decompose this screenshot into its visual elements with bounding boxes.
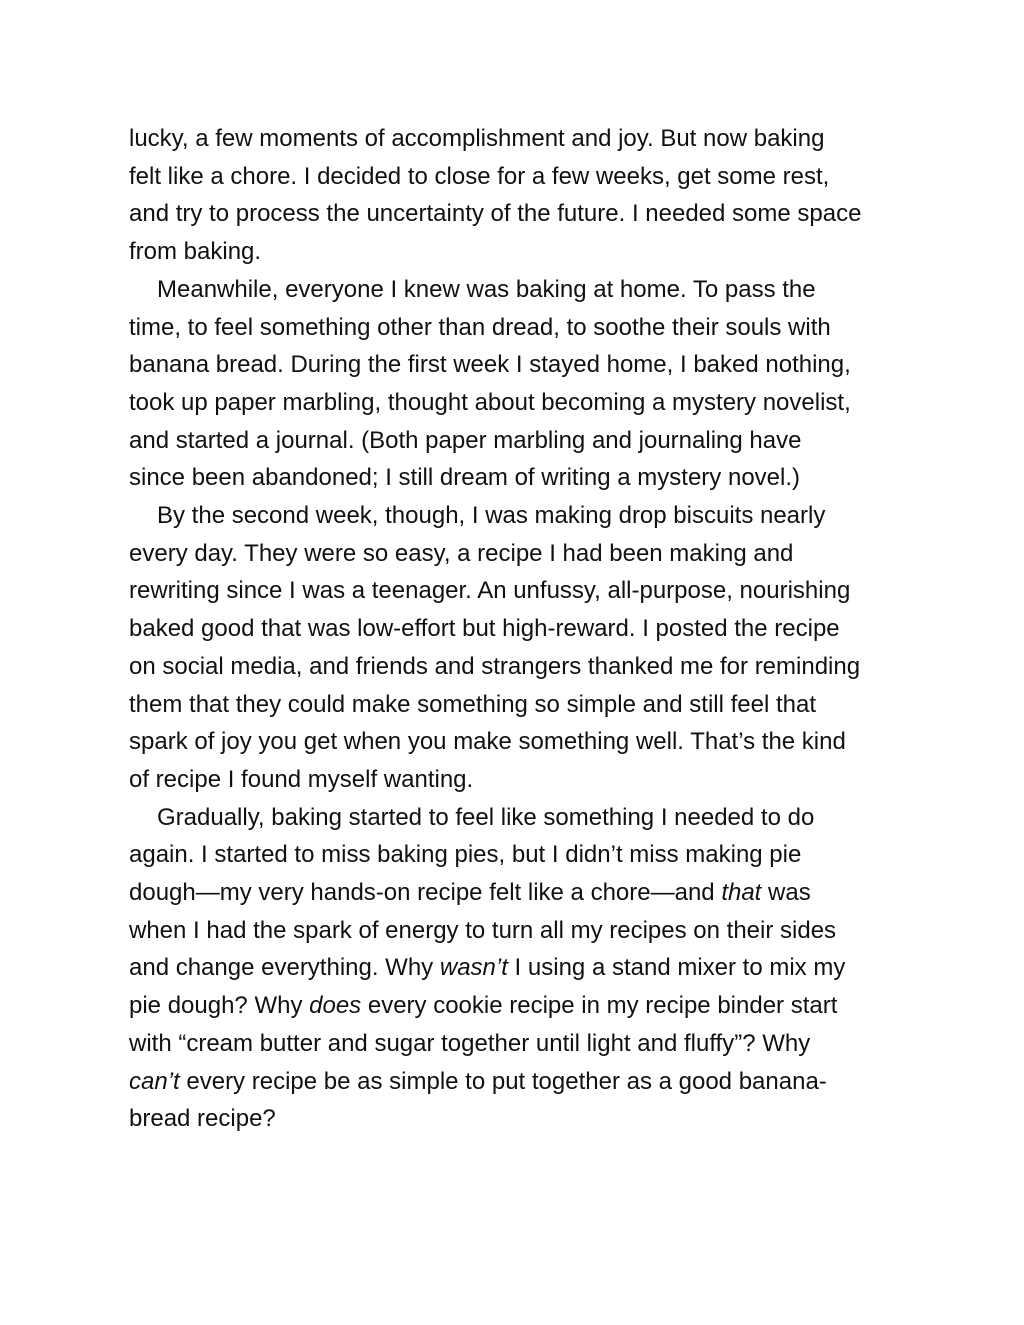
body-text: I using a stand mixer to mix my bbox=[507, 954, 846, 982]
italic-text: wasn’t bbox=[439, 954, 508, 982]
body-text: them that they could make something so simple and still feel that bbox=[129, 690, 817, 718]
text-line bbox=[129, 874, 904, 912]
text-line bbox=[129, 384, 904, 422]
text-line bbox=[129, 648, 904, 686]
body-text: was bbox=[761, 879, 811, 907]
body-text: Meanwhile, everyone I knew was baking at home. To pass the bbox=[157, 275, 816, 303]
text-line bbox=[129, 572, 904, 610]
body-text: took up paper marbling, thought about becoming a mystery novelist, bbox=[129, 388, 851, 416]
text-line bbox=[129, 309, 904, 347]
text-line bbox=[129, 158, 904, 196]
paragraph bbox=[129, 799, 904, 1138]
body-text: and started a journal. (Both paper marbling and journaling have bbox=[129, 426, 802, 454]
text-line bbox=[129, 271, 904, 309]
body-text: every cookie recipe in my recipe binder start bbox=[361, 992, 838, 1020]
text-line bbox=[129, 1063, 904, 1101]
text-line bbox=[129, 1025, 904, 1063]
text-line bbox=[129, 346, 904, 384]
text-line bbox=[129, 949, 904, 987]
italic-text: that bbox=[721, 879, 762, 907]
document-page bbox=[129, 120, 904, 1138]
text-line bbox=[129, 761, 904, 799]
body-text: lucky, a few moments of accomplishment and joy. But now baking bbox=[129, 125, 825, 152]
body-text: banana bread. During the first week I stayed home, I baked nothing, bbox=[129, 351, 851, 379]
body-text: felt like a chore. I decided to close for a few weeks, get some rest, bbox=[129, 162, 830, 190]
italic-text: can’t bbox=[129, 1067, 180, 1095]
body-text: dough—my very hands-on recipe felt like a chore—and bbox=[129, 879, 722, 907]
body-text: with “cream butter and sugar together until light and fluffy”? Why bbox=[129, 1029, 811, 1057]
text-line bbox=[129, 195, 904, 233]
paragraph bbox=[129, 120, 904, 271]
body-text: since been abandoned; I still dream of writing a mystery novel.) bbox=[129, 464, 801, 492]
text-line bbox=[129, 535, 904, 573]
text-line bbox=[129, 987, 904, 1025]
body-text: bread recipe? bbox=[129, 1105, 276, 1133]
body-text: and change everything. Why bbox=[129, 954, 440, 982]
text-line bbox=[129, 799, 904, 837]
text-line bbox=[129, 1100, 904, 1138]
body-text: Gradually, baking started to feel like something I needed to do bbox=[157, 803, 815, 831]
body-text: time, to feel something other than dread, to soothe their souls with bbox=[129, 313, 831, 341]
body-text: baked good that was low-effort but high-reward. I posted the recipe bbox=[129, 615, 840, 643]
body-text: and try to process the uncertainty of the future. I needed some space bbox=[129, 200, 862, 228]
text-line bbox=[129, 120, 904, 158]
text-line bbox=[129, 723, 904, 761]
text-line bbox=[129, 686, 904, 724]
paragraph bbox=[129, 271, 904, 497]
body-text: pie dough? Why bbox=[129, 992, 310, 1020]
body-text: every day. They were so easy, a recipe I had been making and bbox=[129, 539, 794, 567]
text-line bbox=[129, 422, 904, 460]
body-text: again. I started to miss baking pies, but I didn’t miss making pie bbox=[129, 841, 802, 869]
body-text: rewriting since I was a teenager. An unfussy, all-purpose, nourishing bbox=[129, 577, 851, 605]
body-text: when I had the spark of energy to turn all my recipes on their sides bbox=[129, 916, 837, 944]
paragraph bbox=[129, 497, 904, 799]
text-line bbox=[129, 459, 904, 497]
text-line bbox=[129, 233, 904, 271]
body-text: from baking. bbox=[129, 238, 262, 266]
text-line bbox=[129, 836, 904, 874]
text-line bbox=[129, 912, 904, 950]
body-text: spark of joy you get when you make something well. That’s the kind bbox=[129, 728, 846, 756]
body-text: of recipe I found myself wanting. bbox=[129, 765, 474, 793]
body-text: on social media, and friends and strangers thanked me for reminding bbox=[129, 652, 861, 680]
text-line bbox=[129, 497, 904, 535]
italic-text: does bbox=[309, 992, 362, 1020]
body-text: By the second week, though, I was making drop biscuits nearly bbox=[157, 502, 826, 530]
text-line bbox=[129, 610, 904, 648]
body-text: every recipe be as simple to put together as a good banana- bbox=[179, 1067, 827, 1095]
